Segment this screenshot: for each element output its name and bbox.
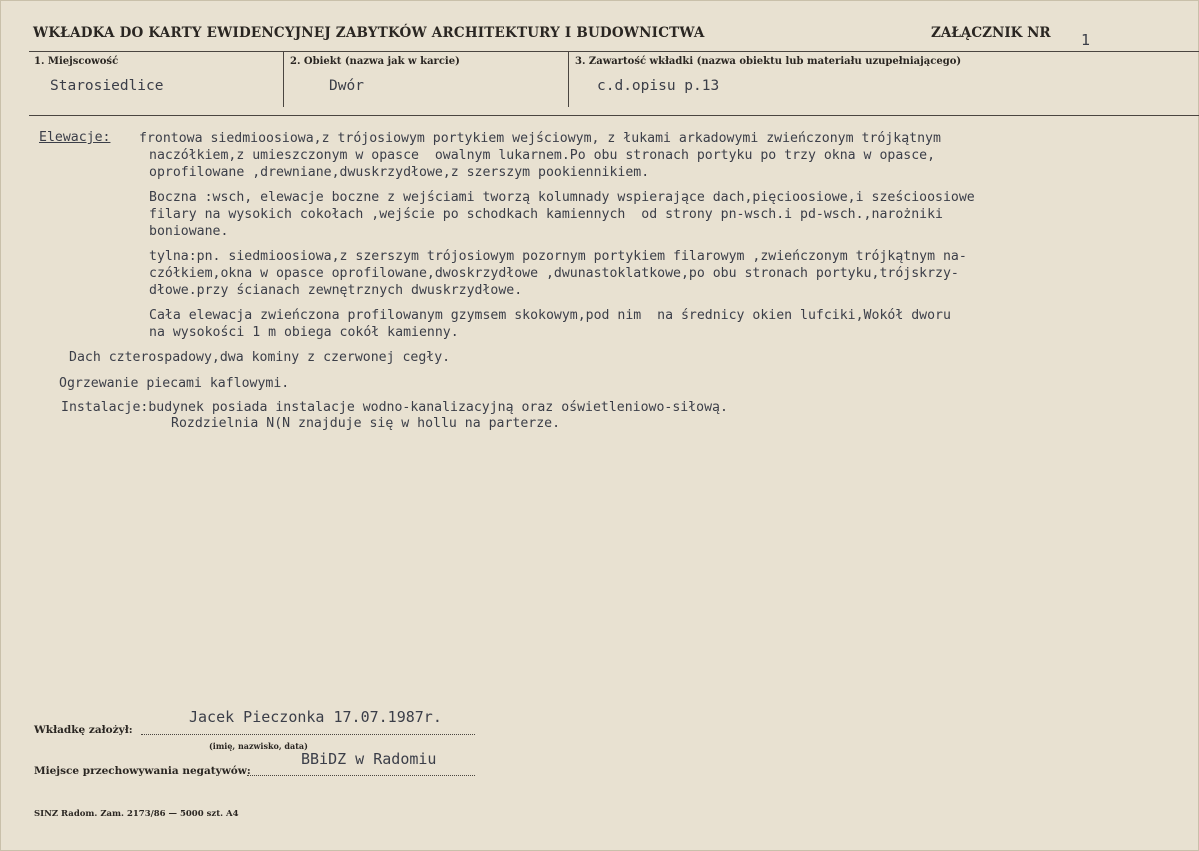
text-line-9: dłowe.przy ścianach zewnętrznych dwuskrzydłowe. bbox=[149, 283, 523, 298]
text-line-6: boniowane. bbox=[149, 224, 229, 239]
header-rule bbox=[29, 51, 1199, 52]
author-label: Wkładkę założył: bbox=[34, 724, 133, 736]
negative-location-label: Miejsce przechowywania negatywów: bbox=[34, 765, 251, 777]
content-value: c.d.opisu p.13 bbox=[597, 78, 720, 94]
author-dotted-line bbox=[141, 734, 475, 735]
content-label: 3. Zawartość wkładki (nazwa obiektu lub materiału uzupełniającego) bbox=[575, 56, 962, 67]
author-signature: Jacek Pieczonka 17.07.1987r. bbox=[189, 708, 442, 726]
object-value: Dwór bbox=[329, 78, 364, 94]
field-divider-2 bbox=[568, 51, 569, 107]
text-line-7: tylna:pn. siedmioosiowa,z szerszym trójosiowym pozornym portykiem filarowym ,zwieńczonym trójkątnym na- bbox=[149, 249, 967, 264]
text-line-15: Rozdzielnia N(N znajduje się w hollu na parterze. bbox=[171, 416, 561, 431]
place-label: 1. Miejscowość bbox=[34, 56, 119, 67]
text-line-2: naczółkiem,z umieszczonym w opasce owalnym lukarnem.Po obu stronach portyku po trzy okna w opasce, bbox=[149, 148, 936, 163]
text-line-3: oprofilowane ,drewniane,dwuskrzydłowe,z szerszym pookiennikiem. bbox=[149, 165, 650, 180]
place-value: Starosiedlice bbox=[50, 78, 164, 94]
object-label: 2. Obiekt (nazwa jak w karcie) bbox=[290, 56, 460, 67]
text-line-1: frontowa siedmioosiowa,z trójosiowym portykiem wejściowym, z łukami arkadowymi zwieńczonym trójkątnym bbox=[139, 131, 941, 146]
text-line-14: Instalacje:budynek posiada instalacje wodno-kanalizacyjną oraz oświetleniowo-siłową. bbox=[61, 400, 728, 415]
text-line-11: na wysokości 1 m obiega cokół kamienny. bbox=[149, 325, 459, 340]
field-divider-1 bbox=[283, 51, 284, 107]
text-line-10: Cała elewacja zwieńczona profilowanym gzymsem skokowym,pod nim na średnicy okien lufciki,Wokół dworu bbox=[149, 308, 951, 323]
text-line-5: filary na wysokich cokołach ,wejście po schodkach kamiennych od strony pn-wsch.i pd-wsch.,narożniki bbox=[149, 207, 943, 222]
text-line-8: czółkiem,okna w opasce oprofilowane,dwoskrzydłowe ,dwunastoklatkowe,po obu stronach portyku,trójskrzy- bbox=[149, 266, 959, 281]
text-line-13: Ogrzewanie piecami kaflowymi. bbox=[59, 376, 290, 391]
elewacje-label: Elewacje: bbox=[39, 130, 111, 145]
attachment-label: ZAŁĄCZNIK NR bbox=[931, 25, 1051, 41]
author-hint: (imię, nazwisko, data) bbox=[209, 741, 308, 751]
card-title: WKŁADKA DO KARTY EWIDENCYJNEJ ZABYTKÓW ARCHITEKTURY I BUDOWNICTWA bbox=[33, 25, 705, 41]
text-line-12: Dach czterospadowy,dwa kominy z czerwonej cegły. bbox=[69, 350, 451, 365]
print-note: SINZ Radom. Zam. 2173/86 — 5000 szt. A4 bbox=[34, 809, 239, 819]
negative-location-value: BBiDZ w Radomiu bbox=[301, 750, 437, 768]
text-line-4: Boczna :wsch, elewacje boczne z wejściami tworzą kolumnady wspierające dach,pięcioosiowe,i sześcioosiowe bbox=[149, 190, 975, 205]
attachment-number: 1 bbox=[1081, 31, 1091, 49]
fields-rule bbox=[29, 115, 1199, 116]
negative-dotted-line bbox=[247, 775, 475, 776]
